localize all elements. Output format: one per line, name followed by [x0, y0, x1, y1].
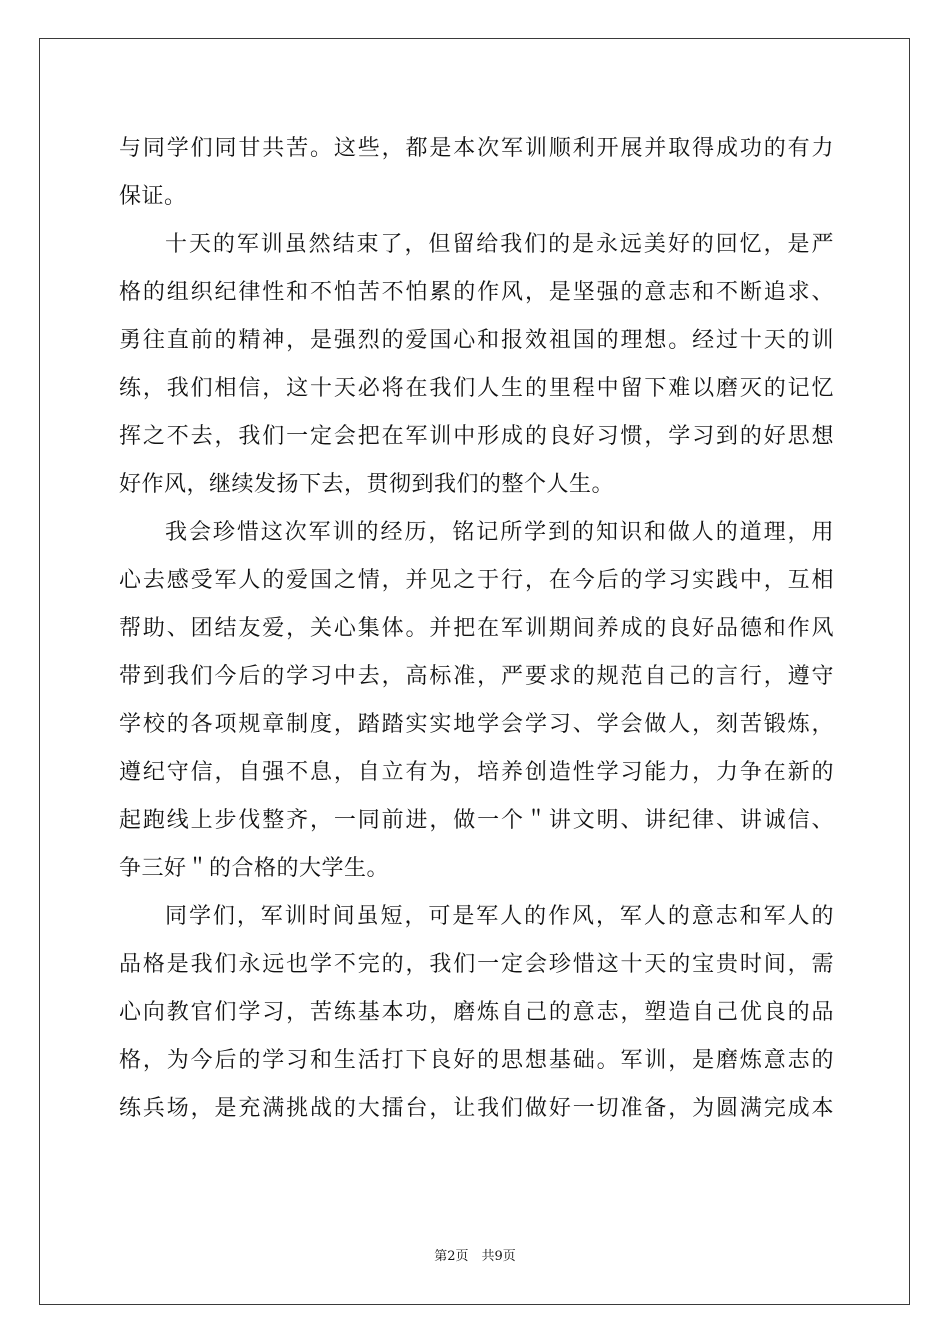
text-line: 挥之不去，我们一定会把在军训中形成的良好习惯，学习到的好思想: [119, 424, 834, 449]
text-line: 格，为今后的学习和生活打下良好的思想基础。军训，是磨炼意志的: [119, 1048, 834, 1073]
text-line: 练兵场，是充满挑战的大擂台，让我们做好一切准备，为圆满完成本: [119, 1096, 834, 1121]
text-line: 带到我们今后的学习中去，高标准，严要求的规范自己的言行，遵守: [119, 664, 834, 689]
text-line: 同学们，军训时间虽短，可是军人的作风，军人的意志和军人的: [165, 904, 834, 929]
text-line: 我会珍惜这次军训的经历，铭记所学到的知识和做人的道理，用: [165, 520, 834, 545]
text-line: 勇往直前的精神，是强烈的爱国心和报效祖国的理想。经过十天的训: [119, 328, 834, 353]
text-line: 十天的军训虽然结束了，但留给我们的是永远美好的回忆，是严: [165, 232, 834, 257]
text-line: 品格是我们永远也学不完的，我们一定会珍惜这十天的宝贵时间，需: [119, 952, 834, 977]
text-line: 争三好＂的合格的大学生。: [119, 856, 390, 881]
page-number: 第2页 共9页: [434, 1249, 516, 1264]
text-line: 与同学们同甘共苦。这些，都是本次军训顺利开展并取得成功的有力: [119, 136, 834, 161]
text-line: 练，我们相信，这十天必将在我们人生的里程中留下难以磨灭的记忆: [119, 376, 834, 401]
text-line: 好作风，继续发扬下去，贯彻到我们的整个人生。: [119, 472, 615, 497]
text-line: 起跑线上步伐整齐，一同前进，做一个＂讲文明、讲纪律、讲诚信、: [119, 808, 834, 833]
document-body: [119, 125, 834, 1133]
text-line: 保证。: [119, 184, 187, 209]
text-line: 帮助、团结友爱，关心集体。并把在军训期间养成的良好品德和作风: [119, 616, 834, 641]
text-line: 格的组织纪律性和不怕苦不怕累的作风，是坚强的意志和不断追求、: [119, 280, 834, 305]
text-line: 遵纪守信，自强不息，自立有为，培养创造性学习能力，力争在新的: [119, 760, 834, 785]
text-line: 心去感受军人的爱国之情，并见之于行，在今后的学习实践中，互相: [119, 568, 834, 593]
text-line: 心向教官们学习，苦练基本功，磨炼自己的意志，塑造自己优良的品: [119, 1000, 834, 1025]
text-line: 学校的各项规章制度，踏踏实实地学会学习、学会做人，刻苦锻炼，: [119, 712, 834, 737]
